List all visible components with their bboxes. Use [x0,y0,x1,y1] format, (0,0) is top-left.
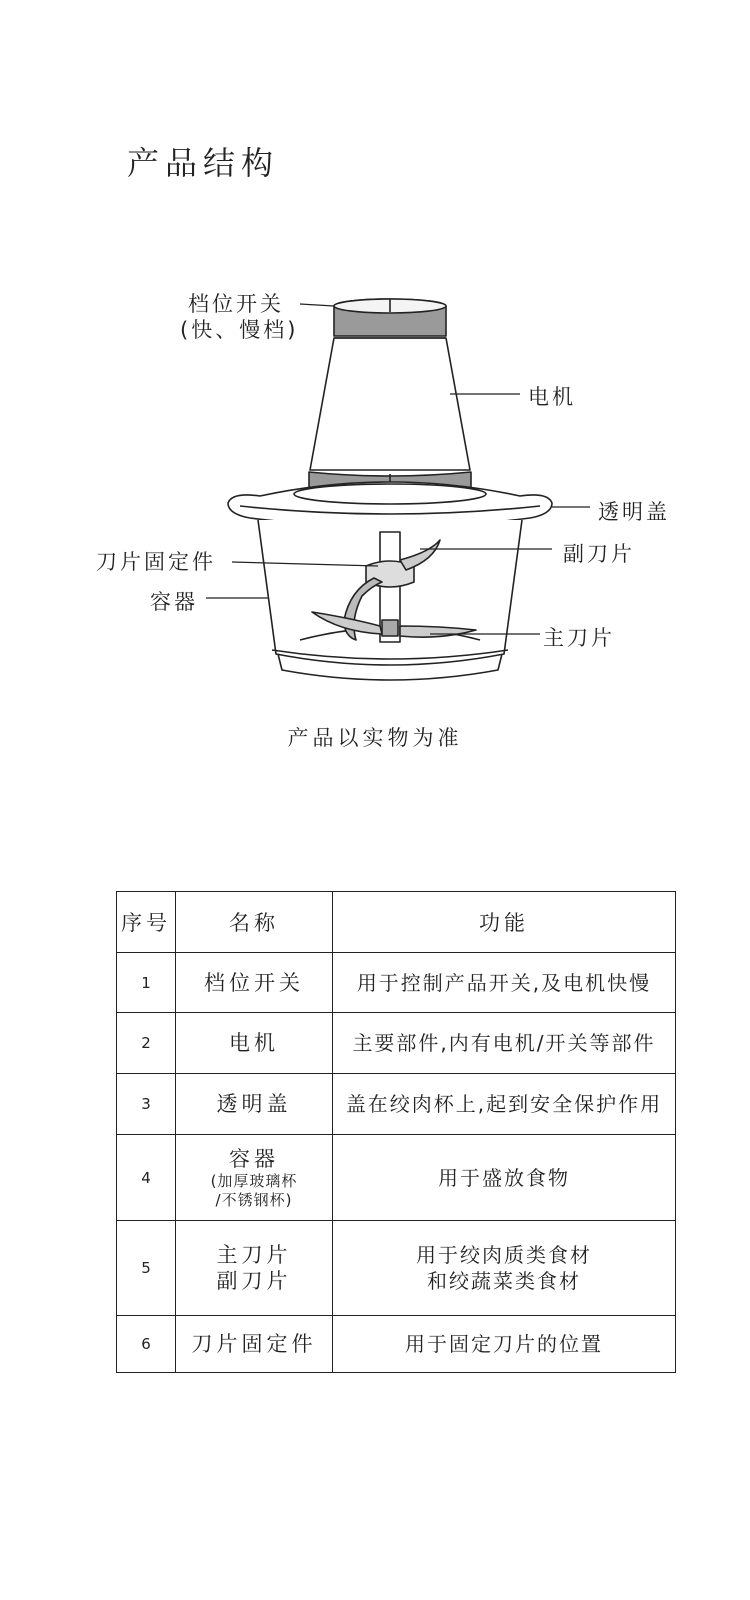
row-number: 4 [117,1135,176,1221]
row-name-cell [176,1221,333,1316]
parts-table [116,891,676,1373]
table-row [117,1013,676,1074]
row-name: 副刀片 [216,1269,292,1293]
section-title: 产品结构 [127,144,280,182]
label-switch-speeds: (快、慢档) [180,318,299,342]
row-function-cell [333,1221,676,1316]
label-sub-blade: 副刀片 [563,542,635,566]
row-function: 用于控制产品开关,及电机快慢 [333,953,676,1013]
table-row [117,1135,676,1221]
label-blade-holder: 刀片固定件 [96,550,216,574]
row-name: 容器 [229,1146,279,1171]
row-number: 3 [117,1074,176,1135]
table-row [117,953,676,1013]
row-name-cell [176,1135,333,1221]
row-number: 6 [117,1316,176,1373]
row-function: 主要部件,内有电机/开关等部件 [333,1013,676,1074]
disclaimer-note: 产品以实物为准 [287,726,463,750]
row-function: 盖在绞肉杯上,起到安全保护作用 [333,1074,676,1135]
row-number: 5 [117,1221,176,1316]
row-function: 用于绞肉质类食材 [416,1243,592,1267]
row-function: 用于固定刀片的位置 [333,1316,676,1373]
header-name: 名称 [176,892,333,953]
label-motor: 电机 [528,385,576,409]
product-structure-diagram [0,0,750,720]
row-function: 和绞蔬菜类食材 [427,1269,581,1293]
table-row [117,1221,676,1316]
row-name: 刀片固定件 [176,1316,333,1373]
row-number: 1 [117,953,176,1013]
row-name-note: /不锈钢杯) [215,1190,293,1209]
row-name: 主刀片 [216,1243,292,1267]
header-number: 序号 [117,892,176,953]
motor-housing [310,338,470,470]
switch-cap [334,299,446,336]
header-function: 功能 [333,892,676,953]
label-main-blade: 主刀片 [543,626,615,650]
row-number: 2 [117,1013,176,1074]
label-container: 容器 [150,590,198,614]
row-function: 用于盛放食物 [333,1135,676,1221]
row-name-note: (加厚玻璃杯 [210,1171,298,1190]
row-name: 电机 [176,1013,333,1074]
row-name: 透明盖 [176,1074,333,1135]
row-name: 档位开关 [176,953,333,1013]
table-row [117,1074,676,1135]
table-header-row [117,892,676,953]
label-lid: 透明盖 [598,500,670,524]
table-row [117,1316,676,1373]
label-switch: 档位开关 [188,292,284,316]
